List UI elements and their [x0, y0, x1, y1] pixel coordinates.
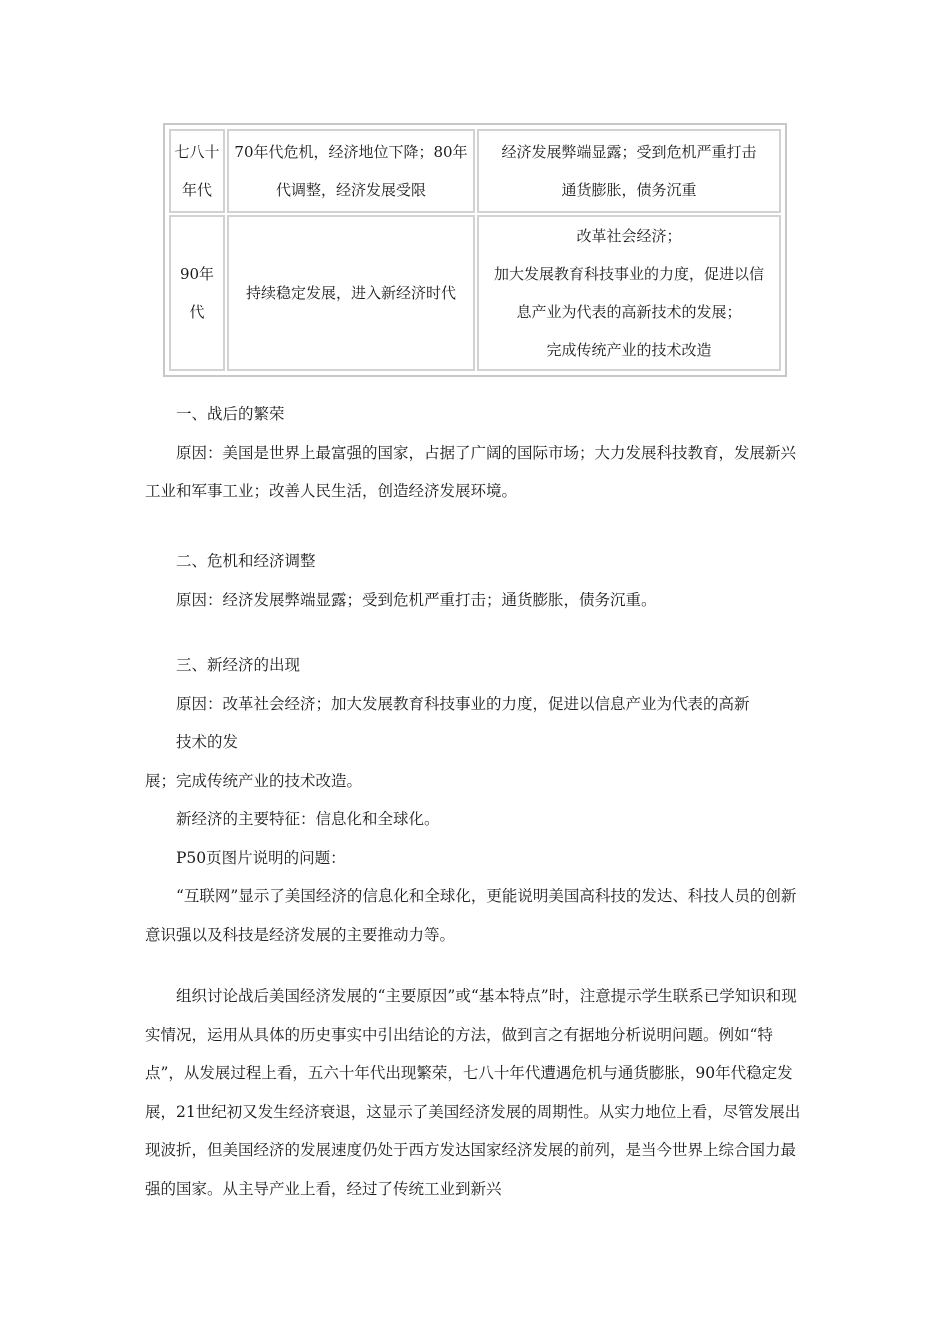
section-heading: 一、战后的繁荣 — [176, 405, 285, 423]
table-row — [169, 215, 781, 371]
section-reason-line3: 展；完成传统产业的技术改造。 — [145, 771, 363, 790]
section-reason: 原因：经济发展弊端显露；受到危机严重打击；通货膨胀，债务沉重。 — [176, 590, 657, 609]
reason-line: 加大发展教育科技事业的力度，促进以信 — [493, 265, 764, 283]
reason-line: 改革社会经济； — [576, 227, 682, 245]
section-postwar — [145, 395, 810, 511]
section-reason: 原因：美国是世界上最富强的国家，占据了广阔的国际市场；大力发展科技教育，发展新兴工业和军事工业；改善人民生活，创造经济发展环境。 — [145, 443, 797, 500]
status-cell: 70年代危机，经济地位下降；80年代调整，经济发展受限 — [227, 129, 475, 213]
period-cell: 七八十年代 — [169, 129, 225, 213]
section-heading: 三、新经济的出现 — [176, 656, 301, 674]
period-cell: 90年代 — [169, 215, 225, 371]
section-heading: 二、危机和经济调整 — [176, 552, 316, 570]
discussion-text: 组织讨论战后美国经济发展的“主要原因”或“基本特点”时，注意提示学生联系已学知识和现实情况，运用从具体的历史事实中引出结论的方法，做到言之有据地分析说明问题。例如“特点”，从发展过程上看，五六十年代出现繁荣，七八十年代遭遇危机与通货膨胀，90年代稳定发展，21世纪初又发生经济衰退，这显示了美国经济发展的周期性。从实力地位上看，尽管发展出现波折，但美国经济的发展速度仍处于西方发达国家经济发展的前列，是当今世界上综合国力最强的国家。从主导产业上看，经过了传统工业到新兴 — [145, 987, 801, 1198]
section-crisis — [145, 542, 810, 619]
status-cell: 持续稳定发展，进入新经济时代 — [227, 215, 475, 371]
section-new-economy — [145, 646, 810, 954]
reason-line: 息产业为代表的高新技术的发展； — [516, 303, 742, 321]
reason-line: 经济发展弊端显露；受到危机严重打击 — [501, 143, 757, 161]
section-reason-line1: 原因：改革社会经济；加大发展教育科技事业的力度，促进以信息产业为代表的高新 — [176, 694, 750, 713]
new-economy-feature: 新经济的主要特征：信息化和全球化。 — [176, 810, 440, 828]
discussion-section — [145, 977, 810, 1208]
p50-title: P50页图片说明的问题： — [176, 848, 346, 867]
p50-text: “互联网”显示了美国经济的信息化和全球化，更能说明美国高科技的发达、科技人员的创新意识强以及科技是经济发展的主要推动力等。 — [145, 887, 797, 944]
section-reason-line2: 技术的发 — [176, 733, 239, 751]
economy-table-grid — [167, 127, 783, 373]
reason-line: 完成传统产业的技术改造 — [546, 341, 712, 359]
reasons-cell — [477, 215, 781, 371]
reason-line: 通货膨胀，债务沉重 — [561, 181, 697, 199]
reasons-cell — [477, 129, 781, 213]
table-row — [169, 129, 781, 213]
economy-table — [163, 123, 787, 377]
